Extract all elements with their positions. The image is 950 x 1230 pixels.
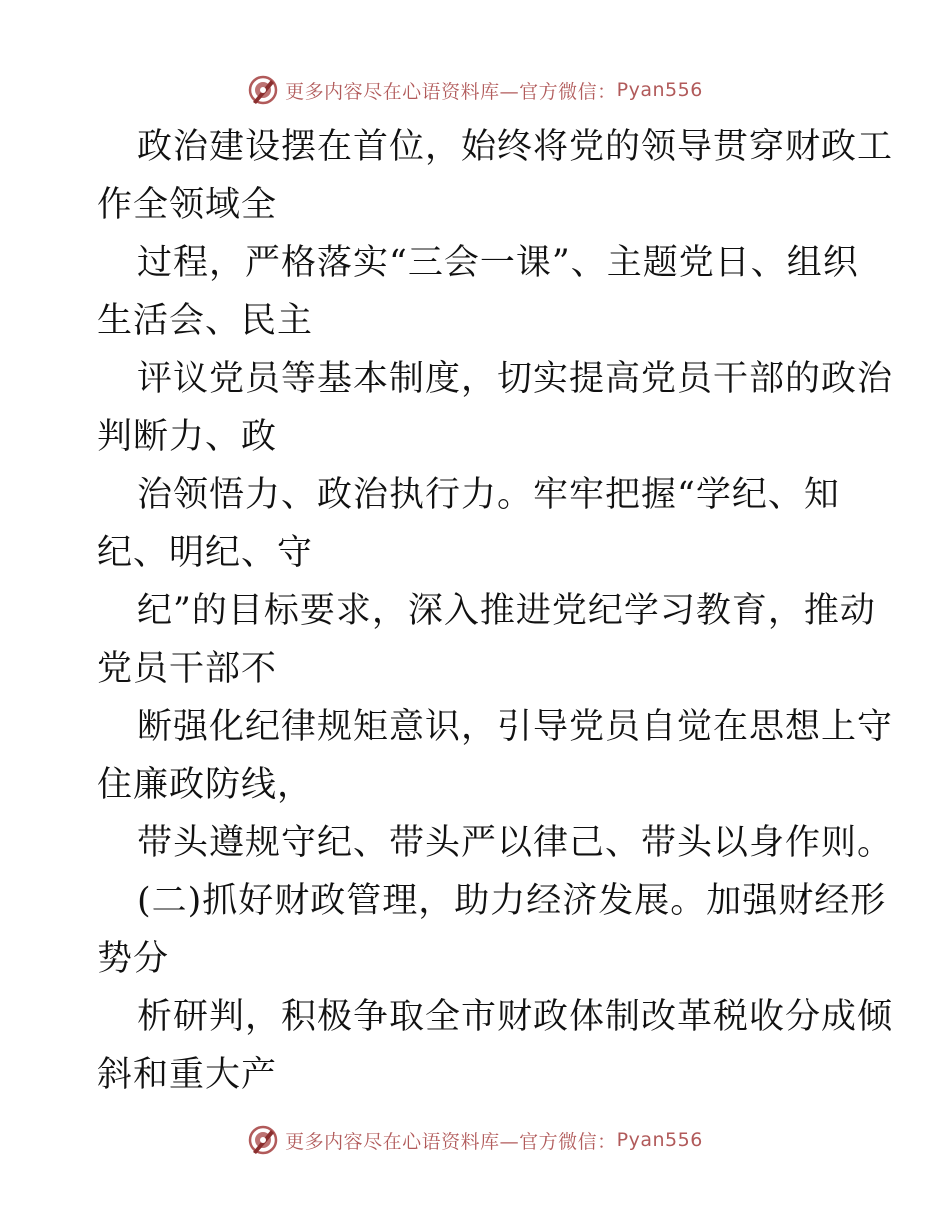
text-line: 纪”的目标要求，深入推进党纪学习教育，推动 <box>137 591 876 631</box>
text-line: 带头遵规守纪、带头严以律己、带头以身作则。 <box>137 823 894 863</box>
text-line: 斜和重大产 <box>97 1055 278 1095</box>
watermark-text: 更多内容尽在心语资料库—官方微信： <box>285 80 617 103</box>
text-line: 判断力、政 <box>97 417 278 457</box>
watermark-wechat-id: Pyan556 <box>616 79 703 101</box>
text-line: 评议党员等基本制度，切实提高党员干部的政治 <box>137 359 894 399</box>
text-line: (二)抓好财政管理，助力经济发展。加强财经形 <box>137 881 887 921</box>
text-line: 生活会、民主 <box>97 301 314 341</box>
text-line: 断强化纪律规矩意识，引导党员自觉在思想上守 <box>137 707 894 747</box>
text-line: 政治建设摆在首位，始终将党的领导贯穿财政工 <box>137 127 894 167</box>
header-watermark <box>0 70 950 110</box>
text-line: 纪、明纪、守 <box>97 533 314 573</box>
text-line: 作全领域全 <box>97 185 278 225</box>
footer-watermark <box>0 1120 950 1160</box>
text-line: 势分 <box>97 939 170 979</box>
text-line: 治领悟力、政治执行力。牢牢把握“学纪、知 <box>137 475 840 515</box>
text-line: 党员干部不 <box>97 649 278 689</box>
watermark-text: 更多内容尽在心语资料库—官方微信： <box>285 1130 617 1153</box>
watermark-wechat-id: Pyan556 <box>616 1129 703 1151</box>
quill-seal-icon <box>247 1124 279 1156</box>
text-line: 过程，严格落实“三会一课”、主题党日、组织 <box>137 243 859 283</box>
text-line: 住廉政防线， <box>97 765 314 805</box>
text-line: 析研判，积极争取全市财政体制改革税收分成倾 <box>137 997 894 1037</box>
quill-seal-icon <box>247 74 279 106</box>
